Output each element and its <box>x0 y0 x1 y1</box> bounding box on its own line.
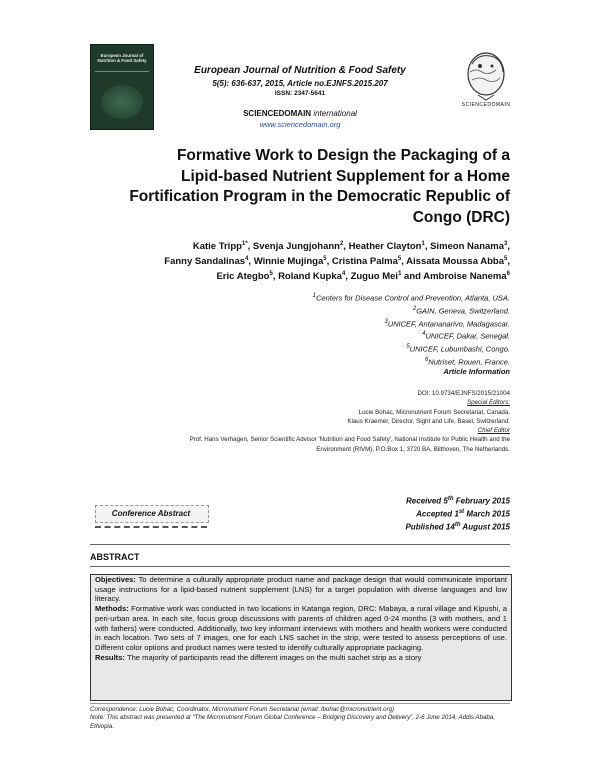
affiliation: $^2$GAIN, Geneva, Switzerland. <box>412 305 510 316</box>
affiliation: $^6$Nutriset, Rouen, France. <box>424 356 510 367</box>
chief-editor-label: Chief Editor <box>477 427 510 435</box>
received-date: Received 5th February 2015 <box>406 496 510 506</box>
chief-editor: Prof. Hans Verhagen, Senior Scientific Advisor 'Nutrition and Food Safety', National Institute for Public Health and the <box>189 436 510 444</box>
affiliation: $^5$UNICEF, Lubumbashi, Congo. <box>406 344 510 354</box>
published-date: Published 14th August 2015 <box>405 522 510 532</box>
abstract-methods: Methods: Formative work was conducted in two locations in Katanga region, DRC: Mabaya, a rural village and Kipushi, a peri-urban area. In each site, focus group discussions with parents of children aged 0-24 months (3 with mothers, and 1 with fathers) were conducted. Additionally, two key informant interviews with mothers and health workers were conducted in each location. Two sets of 7 images, one for each LNS sachet in the strip, were tested to assess perceptions of use. Different color options and product names were tested to identify culturally appropriate packaging. <box>95 604 507 652</box>
cover-image <box>101 85 143 119</box>
affiliations <box>200 291 510 368</box>
editor: Klaus Kraemer, Director, Sight and Life, Basel, Switzerland. <box>347 417 510 425</box>
affiliation: $^4$UNICEF, Dakar, Senegal. <box>422 331 510 341</box>
chief-editor: Environment (RIVM), P.O.Box 1, 3720 BA, Bilthoven, The Netherlands. <box>316 445 510 453</box>
affiliation: $^1$Centers for Disease Control and Prevention, Atlanta, USA. <box>312 293 510 303</box>
editor: Lucie Bohac, Micronutrient Forum Secretariat, Canada. <box>358 408 510 416</box>
journal-cover-thumbnail <box>90 44 154 130</box>
author-line: Fanny Sandalinas$^4$, Winnie Mujinga$^5$, Cristina Palma$^5$, Aissata Moussa Abba$^5$, <box>164 256 510 268</box>
divider <box>90 566 510 567</box>
publisher-name: SCIENCEDOMAIN international <box>243 109 357 118</box>
journal-title: European Journal of Nutrition & Food Safety <box>194 65 406 76</box>
presentation-note: Note: This abstract was presented at “The Micronutrient Forum Global Conference – Bridging Discovery and Delivery”, 2-6 June 2014, Addis Ababa, Ethiopia. <box>90 714 496 730</box>
footnote-divider <box>90 703 510 704</box>
cover-divider <box>95 71 149 72</box>
footnote <box>90 706 510 731</box>
abstract-heading: ABSTRACT <box>90 552 140 562</box>
journal-issn: ISSN: 2347-5641 <box>274 90 326 97</box>
article-type-label: Conference Abstract <box>111 509 191 518</box>
article-type-badge <box>95 505 207 525</box>
divider <box>90 544 510 545</box>
abstract-objectives: Objectives: To determine a culturally appropriate product name and package design that would communicate important usage instructions for a lipid-based nutrient supplement (LNS) for a target population with diverse languages and low literacy. <box>95 575 507 604</box>
paper-title: Formative Work to Design the Packaging of a Lipid-based Nutrient Supplement for a Home Fortification Program in the Democratic Republic of Congo (DRC) <box>129 147 510 226</box>
cover-title: European Journal of Nutrition & Food Safety <box>97 53 147 63</box>
publication-dates <box>300 494 510 533</box>
special-editors-label: Special Editors: <box>467 399 510 407</box>
accepted-date: Accepted 1st March 2015 <box>416 509 510 519</box>
abstract-box <box>90 574 512 701</box>
doi[interactable]: DOI: 10.9734/EJNFS/2015/21004 <box>417 390 510 397</box>
article-info <box>90 389 510 454</box>
author-line: Katie Tripp$^{1*}$, Svenja Jungjohann$^2$, Heather Clayton$^1$, Simeon Nanama$^3$, <box>192 241 510 253</box>
publisher-url-link[interactable]: www.sciencedomain.org <box>259 120 341 129</box>
correspondence: Correspondence: Lucie Bohac, Coordinator, Micronutrient Forum Secretariat (email: lbohac@micronutrient.org) <box>90 706 395 713</box>
abstract-results: Results: The majority of participants read the different images on the multi sachet strip as a story <box>95 652 422 662</box>
publisher-logo-text: SCIENCEDOMAIN <box>461 102 511 108</box>
article-info-heading: Article Information <box>443 367 510 376</box>
affiliation: $^3$UNICEF, Antananarivo, Madagascar. <box>384 318 510 329</box>
journal-volume: 5(5): 636-637, 2015, Article no.EJNFS.2015.207 <box>212 79 388 88</box>
publisher-head-logo-icon <box>456 50 514 102</box>
author-line: Eric Ategbo$^5$, Roland Kupka$^4$, Zuguo Mei$^1$ and Ambroise Nanema$^6$ <box>216 271 510 283</box>
author-list <box>90 238 510 283</box>
